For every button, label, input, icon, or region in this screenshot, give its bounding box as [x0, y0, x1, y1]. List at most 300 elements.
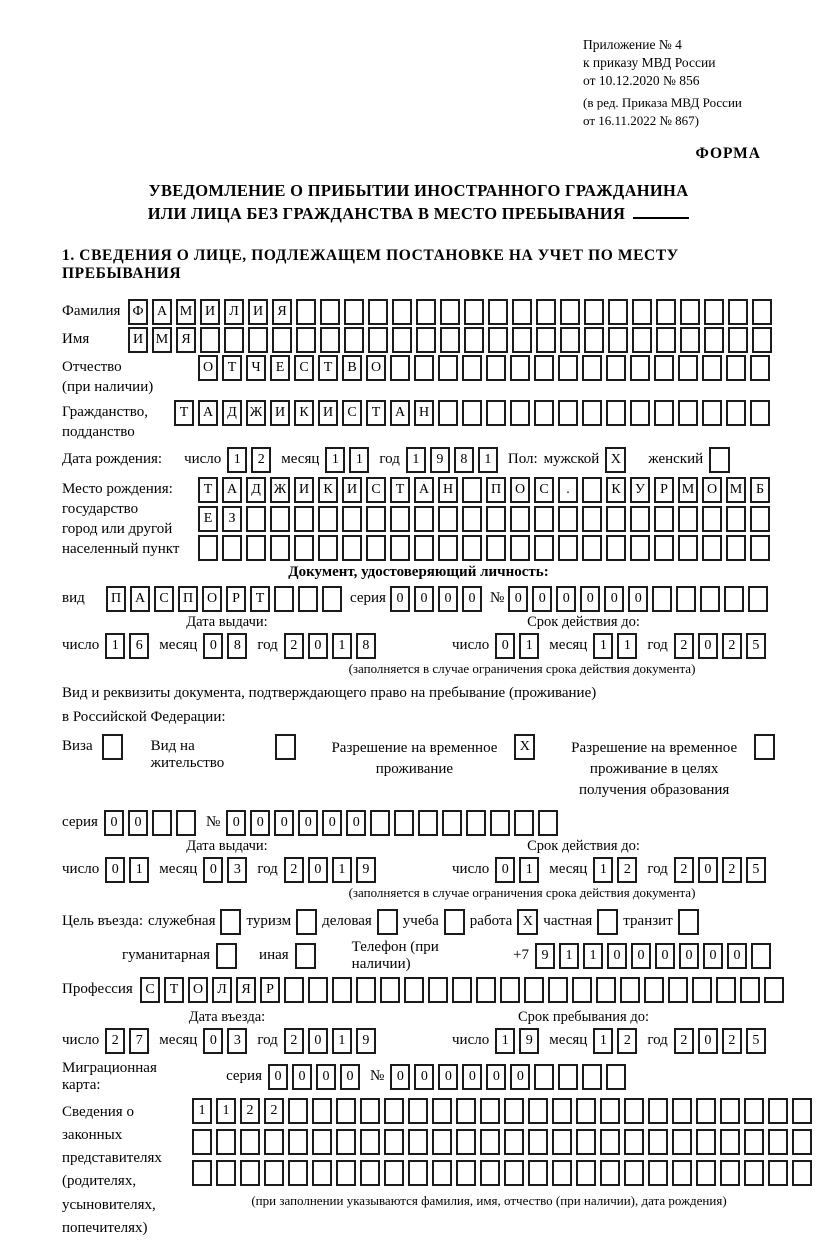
form-cell[interactable]: Р	[226, 586, 246, 612]
form-cell[interactable]	[336, 1160, 356, 1186]
form-cell[interactable]	[552, 1098, 572, 1124]
purpose-study-checkbox[interactable]	[444, 909, 465, 935]
form-cell[interactable]	[558, 506, 578, 532]
form-cell[interactable]: А	[198, 400, 218, 426]
form-cell[interactable]	[408, 1160, 428, 1186]
form-cell[interactable]	[656, 299, 676, 325]
form-cell[interactable]: Ф	[128, 299, 148, 325]
form-cell[interactable]: 2	[722, 1028, 742, 1054]
form-cell[interactable]	[630, 535, 650, 561]
form-cell[interactable]: П	[486, 477, 506, 503]
form-cell[interactable]	[744, 1129, 764, 1155]
form-cell[interactable]: О	[202, 586, 222, 612]
form-cell[interactable]	[560, 299, 580, 325]
form-cell[interactable]	[582, 535, 602, 561]
form-cell[interactable]: 0	[631, 943, 651, 969]
form-cell[interactable]	[366, 506, 386, 532]
form-cell[interactable]	[512, 327, 532, 353]
form-cell[interactable]	[500, 977, 520, 1003]
form-cell[interactable]	[750, 506, 770, 532]
form-cell[interactable]	[432, 1129, 452, 1155]
form-cell[interactable]: 0	[462, 1064, 482, 1090]
form-cell[interactable]	[528, 1129, 548, 1155]
form-cell[interactable]	[724, 586, 744, 612]
form-cell[interactable]: О	[702, 477, 722, 503]
form-cell[interactable]: И	[318, 400, 338, 426]
form-cell[interactable]	[456, 1160, 476, 1186]
form-cell[interactable]	[504, 1160, 524, 1186]
form-cell[interactable]	[360, 1098, 380, 1124]
form-cell[interactable]	[576, 1160, 596, 1186]
form-cell[interactable]	[342, 506, 362, 532]
form-cell[interactable]: 1	[332, 1028, 352, 1054]
form-cell[interactable]	[216, 1129, 236, 1155]
form-cell[interactable]	[438, 355, 458, 381]
form-cell[interactable]	[704, 327, 724, 353]
form-cell[interactable]: 1	[129, 857, 149, 883]
form-cell[interactable]	[438, 400, 458, 426]
form-cell[interactable]	[560, 327, 580, 353]
form-cell[interactable]: 2	[284, 857, 304, 883]
female-checkbox[interactable]	[709, 447, 730, 473]
form-cell[interactable]	[452, 977, 472, 1003]
form-cell[interactable]: С	[534, 477, 554, 503]
form-cell[interactable]	[504, 1129, 524, 1155]
form-cell[interactable]	[414, 535, 434, 561]
form-cell[interactable]: 1	[192, 1098, 212, 1124]
form-cell[interactable]: 0	[274, 810, 294, 836]
form-cell[interactable]	[356, 977, 376, 1003]
form-cell[interactable]: Т	[198, 477, 218, 503]
form-cell[interactable]	[630, 506, 650, 532]
form-cell[interactable]: 1	[105, 633, 125, 659]
form-cell[interactable]: З	[222, 506, 242, 532]
form-cell[interactable]	[480, 1098, 500, 1124]
form-cell[interactable]: М	[176, 299, 196, 325]
form-cell[interactable]: И	[342, 477, 362, 503]
form-cell[interactable]	[392, 299, 412, 325]
form-cell[interactable]: А	[222, 477, 242, 503]
form-cell[interactable]	[678, 535, 698, 561]
form-cell[interactable]	[198, 535, 218, 561]
form-cell[interactable]	[576, 1098, 596, 1124]
temp-permit-checkbox[interactable]: X	[514, 734, 535, 760]
form-cell[interactable]	[192, 1160, 212, 1186]
form-cell[interactable]: 0	[390, 586, 410, 612]
form-cell[interactable]	[728, 299, 748, 325]
purpose-other-checkbox[interactable]	[295, 943, 316, 969]
form-cell[interactable]: И	[248, 299, 268, 325]
form-cell[interactable]: 0	[604, 586, 624, 612]
form-cell[interactable]	[152, 810, 172, 836]
form-cell[interactable]	[366, 535, 386, 561]
form-cell[interactable]	[514, 810, 534, 836]
form-cell[interactable]	[432, 1098, 452, 1124]
form-cell[interactable]: И	[200, 299, 220, 325]
form-cell[interactable]: С	[154, 586, 174, 612]
form-cell[interactable]	[702, 506, 722, 532]
form-cell[interactable]: 1	[519, 857, 539, 883]
form-cell[interactable]	[270, 506, 290, 532]
form-cell[interactable]: 5	[746, 633, 766, 659]
form-cell[interactable]	[752, 327, 772, 353]
form-cell[interactable]: 1	[349, 447, 369, 473]
form-cell[interactable]	[606, 535, 626, 561]
form-cell[interactable]	[404, 977, 424, 1003]
purpose-official-checkbox[interactable]	[220, 909, 241, 935]
form-cell[interactable]: 2	[240, 1098, 260, 1124]
form-cell[interactable]: 0	[340, 1064, 360, 1090]
form-cell[interactable]: 0	[316, 1064, 336, 1090]
form-cell[interactable]	[390, 506, 410, 532]
form-cell[interactable]	[224, 327, 244, 353]
form-cell[interactable]: 0	[104, 810, 124, 836]
form-cell[interactable]	[536, 299, 556, 325]
form-cell[interactable]	[538, 810, 558, 836]
form-cell[interactable]	[606, 1064, 626, 1090]
form-cell[interactable]	[528, 1098, 548, 1124]
form-cell[interactable]: У	[630, 477, 650, 503]
form-cell[interactable]	[652, 586, 672, 612]
form-cell[interactable]	[678, 355, 698, 381]
form-cell[interactable]	[438, 506, 458, 532]
form-cell[interactable]	[294, 535, 314, 561]
form-cell[interactable]: 9	[430, 447, 450, 473]
form-cell[interactable]	[596, 977, 616, 1003]
form-cell[interactable]	[320, 299, 340, 325]
form-cell[interactable]: С	[140, 977, 160, 1003]
form-cell[interactable]	[792, 1098, 812, 1124]
form-cell[interactable]: 0	[703, 943, 723, 969]
male-checkbox[interactable]: X	[605, 447, 626, 473]
form-cell[interactable]: П	[106, 586, 126, 612]
form-cell[interactable]: К	[294, 400, 314, 426]
form-cell[interactable]: Т	[164, 977, 184, 1003]
form-cell[interactable]	[751, 943, 771, 969]
form-cell[interactable]: Т	[366, 400, 386, 426]
form-cell[interactable]: 3	[227, 857, 247, 883]
form-cell[interactable]	[528, 1160, 548, 1186]
form-cell[interactable]	[744, 1098, 764, 1124]
form-cell[interactable]: 0	[203, 857, 223, 883]
form-cell[interactable]	[728, 327, 748, 353]
form-cell[interactable]	[312, 1129, 332, 1155]
form-cell[interactable]	[726, 535, 746, 561]
form-cell[interactable]: 0	[698, 633, 718, 659]
form-cell[interactable]: М	[726, 477, 746, 503]
form-cell[interactable]	[456, 1129, 476, 1155]
form-cell[interactable]: 1	[478, 447, 498, 473]
form-cell[interactable]	[600, 1160, 620, 1186]
form-cell[interactable]	[792, 1129, 812, 1155]
form-cell[interactable]: 1	[593, 633, 613, 659]
form-cell[interactable]: 0	[655, 943, 675, 969]
form-cell[interactable]: Я	[176, 327, 196, 353]
form-cell[interactable]	[678, 400, 698, 426]
form-cell[interactable]: 1	[332, 857, 352, 883]
form-cell[interactable]	[744, 1160, 764, 1186]
purpose-work-checkbox[interactable]: X	[517, 909, 538, 935]
form-cell[interactable]	[414, 506, 434, 532]
form-cell[interactable]	[222, 535, 242, 561]
form-cell[interactable]	[624, 1160, 644, 1186]
form-cell[interactable]: 0	[607, 943, 627, 969]
form-cell[interactable]	[582, 477, 602, 503]
form-cell[interactable]	[606, 400, 626, 426]
form-cell[interactable]	[608, 299, 628, 325]
form-cell[interactable]	[608, 327, 628, 353]
form-cell[interactable]	[534, 506, 554, 532]
form-cell[interactable]	[748, 586, 768, 612]
form-cell[interactable]	[768, 1098, 788, 1124]
edu-permit-checkbox[interactable]	[754, 734, 775, 760]
form-cell[interactable]: О	[366, 355, 386, 381]
form-cell[interactable]	[394, 810, 414, 836]
form-cell[interactable]	[270, 535, 290, 561]
form-cell[interactable]: М	[152, 327, 172, 353]
form-cell[interactable]: 0	[510, 1064, 530, 1090]
form-cell[interactable]	[344, 299, 364, 325]
form-cell[interactable]	[332, 977, 352, 1003]
form-cell[interactable]	[192, 1129, 212, 1155]
form-cell[interactable]: Л	[224, 299, 244, 325]
form-cell[interactable]	[654, 400, 674, 426]
form-cell[interactable]: 1	[495, 1028, 515, 1054]
form-cell[interactable]: 0	[580, 586, 600, 612]
form-cell[interactable]	[510, 535, 530, 561]
form-cell[interactable]	[680, 327, 700, 353]
form-cell[interactable]: 2	[284, 1028, 304, 1054]
form-cell[interactable]	[672, 1098, 692, 1124]
form-cell[interactable]: .	[558, 477, 578, 503]
form-cell[interactable]	[200, 327, 220, 353]
form-cell[interactable]	[464, 327, 484, 353]
form-cell[interactable]: 0	[438, 1064, 458, 1090]
form-cell[interactable]	[416, 299, 436, 325]
form-cell[interactable]	[648, 1129, 668, 1155]
form-cell[interactable]	[632, 299, 652, 325]
form-cell[interactable]	[288, 1129, 308, 1155]
form-cell[interactable]: Т	[390, 477, 410, 503]
form-cell[interactable]	[558, 355, 578, 381]
form-cell[interactable]	[700, 586, 720, 612]
form-cell[interactable]	[428, 977, 448, 1003]
form-cell[interactable]	[606, 506, 626, 532]
form-cell[interactable]: 0	[203, 1028, 223, 1054]
form-cell[interactable]	[654, 506, 674, 532]
form-cell[interactable]: 2	[722, 857, 742, 883]
form-cell[interactable]	[750, 535, 770, 561]
form-cell[interactable]: 1	[583, 943, 603, 969]
form-cell[interactable]	[606, 355, 626, 381]
form-cell[interactable]: 0	[438, 586, 458, 612]
form-cell[interactable]: Р	[654, 477, 674, 503]
form-cell[interactable]	[308, 977, 328, 1003]
purpose-transit-checkbox[interactable]	[678, 909, 699, 935]
form-cell[interactable]	[360, 1129, 380, 1155]
form-cell[interactable]	[696, 1160, 716, 1186]
form-cell[interactable]	[384, 1129, 404, 1155]
form-cell[interactable]	[726, 506, 746, 532]
form-cell[interactable]: 1	[332, 633, 352, 659]
form-cell[interactable]: 0	[250, 810, 270, 836]
residence-permit-checkbox[interactable]	[275, 734, 296, 760]
form-cell[interactable]	[336, 1098, 356, 1124]
form-cell[interactable]	[716, 977, 736, 1003]
form-cell[interactable]	[360, 1160, 380, 1186]
form-cell[interactable]	[462, 355, 482, 381]
form-cell[interactable]: Ж	[270, 477, 290, 503]
form-cell[interactable]	[392, 327, 412, 353]
form-cell[interactable]	[274, 586, 294, 612]
form-cell[interactable]	[704, 299, 724, 325]
form-cell[interactable]: М	[678, 477, 698, 503]
form-cell[interactable]: 0	[495, 633, 515, 659]
form-cell[interactable]	[322, 586, 342, 612]
form-cell[interactable]: 0	[495, 857, 515, 883]
form-cell[interactable]: Е	[270, 355, 290, 381]
form-cell[interactable]: 8	[227, 633, 247, 659]
form-cell[interactable]	[764, 977, 784, 1003]
form-cell[interactable]: Л	[212, 977, 232, 1003]
form-cell[interactable]	[246, 535, 266, 561]
form-cell[interactable]: 0	[508, 586, 528, 612]
form-cell[interactable]	[558, 1064, 578, 1090]
form-cell[interactable]	[298, 586, 318, 612]
form-cell[interactable]	[464, 299, 484, 325]
form-cell[interactable]: Я	[272, 299, 292, 325]
form-cell[interactable]	[792, 1160, 812, 1186]
form-cell[interactable]	[648, 1160, 668, 1186]
form-cell[interactable]	[752, 299, 772, 325]
form-cell[interactable]	[480, 1129, 500, 1155]
form-cell[interactable]	[336, 1129, 356, 1155]
form-cell[interactable]	[432, 1160, 452, 1186]
form-cell[interactable]	[312, 1160, 332, 1186]
form-cell[interactable]	[486, 355, 506, 381]
form-cell[interactable]	[288, 1098, 308, 1124]
form-cell[interactable]	[462, 477, 482, 503]
form-cell[interactable]: 6	[129, 633, 149, 659]
form-cell[interactable]: Д	[222, 400, 242, 426]
purpose-humanitarian-checkbox[interactable]	[216, 943, 237, 969]
form-cell[interactable]: 1	[617, 633, 637, 659]
form-cell[interactable]	[246, 506, 266, 532]
form-cell[interactable]	[488, 327, 508, 353]
form-cell[interactable]	[654, 535, 674, 561]
purpose-tourism-checkbox[interactable]	[296, 909, 317, 935]
form-cell[interactable]	[676, 586, 696, 612]
form-cell[interactable]	[384, 1160, 404, 1186]
form-cell[interactable]	[584, 299, 604, 325]
form-cell[interactable]	[548, 977, 568, 1003]
form-cell[interactable]	[296, 327, 316, 353]
form-cell[interactable]: 9	[519, 1028, 539, 1054]
form-cell[interactable]	[750, 355, 770, 381]
form-cell[interactable]: 2	[674, 633, 694, 659]
form-cell[interactable]: 1	[593, 857, 613, 883]
form-cell[interactable]	[456, 1098, 476, 1124]
form-cell[interactable]	[288, 1160, 308, 1186]
form-cell[interactable]: 1	[593, 1028, 613, 1054]
form-cell[interactable]	[408, 1129, 428, 1155]
form-cell[interactable]: Д	[246, 477, 266, 503]
form-cell[interactable]	[584, 327, 604, 353]
form-cell[interactable]: А	[390, 400, 410, 426]
form-cell[interactable]	[696, 1129, 716, 1155]
form-cell[interactable]	[264, 1129, 284, 1155]
form-cell[interactable]: 0	[308, 857, 328, 883]
form-cell[interactable]: 1	[519, 633, 539, 659]
form-cell[interactable]: Т	[222, 355, 242, 381]
form-cell[interactable]: А	[152, 299, 172, 325]
form-cell[interactable]	[668, 977, 688, 1003]
form-cell[interactable]	[624, 1129, 644, 1155]
form-cell[interactable]: 0	[226, 810, 246, 836]
form-cell[interactable]	[656, 327, 676, 353]
form-cell[interactable]	[370, 810, 390, 836]
form-cell[interactable]	[600, 1129, 620, 1155]
form-cell[interactable]: 8	[356, 633, 376, 659]
form-cell[interactable]	[720, 1160, 740, 1186]
form-cell[interactable]	[534, 535, 554, 561]
form-cell[interactable]: Н	[414, 400, 434, 426]
form-cell[interactable]: 9	[356, 857, 376, 883]
form-cell[interactable]: 0	[414, 586, 434, 612]
form-cell[interactable]: И	[294, 477, 314, 503]
form-cell[interactable]	[486, 400, 506, 426]
form-cell[interactable]	[630, 355, 650, 381]
form-cell[interactable]: 0	[308, 1028, 328, 1054]
form-cell[interactable]	[648, 1098, 668, 1124]
form-cell[interactable]: 7	[129, 1028, 149, 1054]
form-cell[interactable]	[462, 535, 482, 561]
form-cell[interactable]: И	[128, 327, 148, 353]
form-cell[interactable]: 0	[462, 586, 482, 612]
form-cell[interactable]: Б	[750, 477, 770, 503]
form-cell[interactable]	[510, 400, 530, 426]
form-cell[interactable]: 2	[284, 633, 304, 659]
form-cell[interactable]	[768, 1160, 788, 1186]
form-cell[interactable]	[504, 1098, 524, 1124]
form-cell[interactable]	[558, 535, 578, 561]
form-cell[interactable]	[702, 400, 722, 426]
form-cell[interactable]: К	[318, 477, 338, 503]
form-cell[interactable]	[418, 810, 438, 836]
form-cell[interactable]	[696, 1098, 716, 1124]
form-cell[interactable]	[572, 977, 592, 1003]
form-cell[interactable]: 2	[617, 857, 637, 883]
form-cell[interactable]	[248, 327, 268, 353]
form-cell[interactable]	[552, 1129, 572, 1155]
form-cell[interactable]: С	[342, 400, 362, 426]
form-cell[interactable]: О	[510, 477, 530, 503]
form-cell[interactable]	[462, 400, 482, 426]
form-cell[interactable]	[384, 1098, 404, 1124]
form-cell[interactable]	[692, 977, 712, 1003]
form-cell[interactable]	[480, 1160, 500, 1186]
form-cell[interactable]	[408, 1098, 428, 1124]
form-cell[interactable]	[536, 327, 556, 353]
form-cell[interactable]: 1	[406, 447, 426, 473]
form-cell[interactable]: Т	[250, 586, 270, 612]
form-cell[interactable]	[624, 1098, 644, 1124]
form-cell[interactable]	[702, 535, 722, 561]
form-cell[interactable]	[442, 810, 462, 836]
form-cell[interactable]: Ч	[246, 355, 266, 381]
form-cell[interactable]: 2	[674, 857, 694, 883]
form-cell[interactable]: 0	[203, 633, 223, 659]
